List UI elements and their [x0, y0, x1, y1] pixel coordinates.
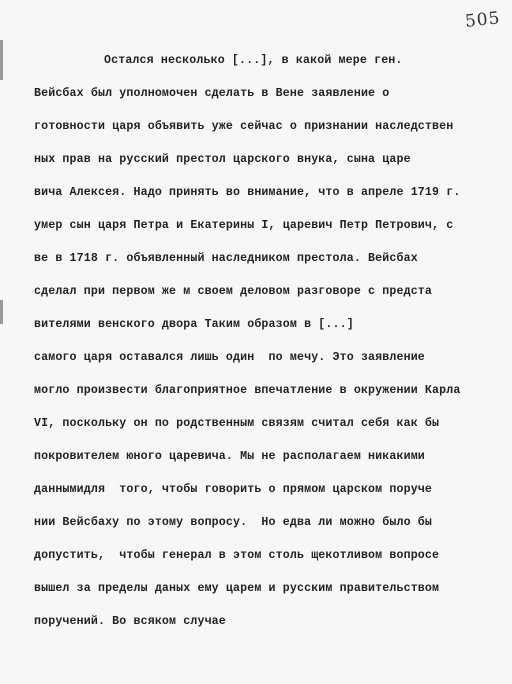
text-line: могло произвести благоприятное впечатление в окружении Карла — [34, 384, 461, 397]
text-line: готовности царя объявить уже сейчас о признании наследствен — [34, 120, 454, 133]
page-number: 505 — [463, 8, 501, 32]
text-line: поручений. Во всяком случае — [34, 615, 226, 628]
text-line: покровителем юного царевича. Мы не располагаем никакими — [34, 450, 425, 463]
text-line: допустить, чтобы генерал в этом столь щекотливом вопросе — [34, 549, 440, 562]
text-line: ве в 1718 г. объявленный наследником престола. Вейсбах — [34, 252, 418, 265]
text-line: нии Вейсбаху по этому вопросу. Но едва ли можно было бы — [34, 516, 433, 529]
text-line: Остался несколько [...], в какой мере ген. — [104, 54, 403, 67]
text-line: вича Алексея. Надо принять во внимание, что в апреле 1719 г. — [34, 186, 461, 199]
text-line: вышел за пределы даных ему царем и русским правительством — [34, 582, 440, 595]
text-line: умер сын царя Петра и Екатерины I, царевич Петр Петрович, с — [34, 219, 454, 232]
text-line: сделал при первом же м своем деловом разговоре с предста — [34, 285, 433, 298]
text-line: VI, поскольку он по родственным связям считал себя как бы — [34, 417, 440, 430]
text-line: даннымидля того, чтобы говорить о прямом царском поруче — [34, 483, 433, 496]
text-line: ных прав на русский престол царского внука, сына царе — [34, 153, 411, 166]
text-line: вителями венского двора Таким образом в [...] — [34, 318, 354, 331]
text-line: Вейсбах был уполномочен сделать в Вене заявление о — [34, 87, 390, 100]
text-line: самого царя оставался лишь один по мечу. Это заявление — [34, 351, 425, 364]
